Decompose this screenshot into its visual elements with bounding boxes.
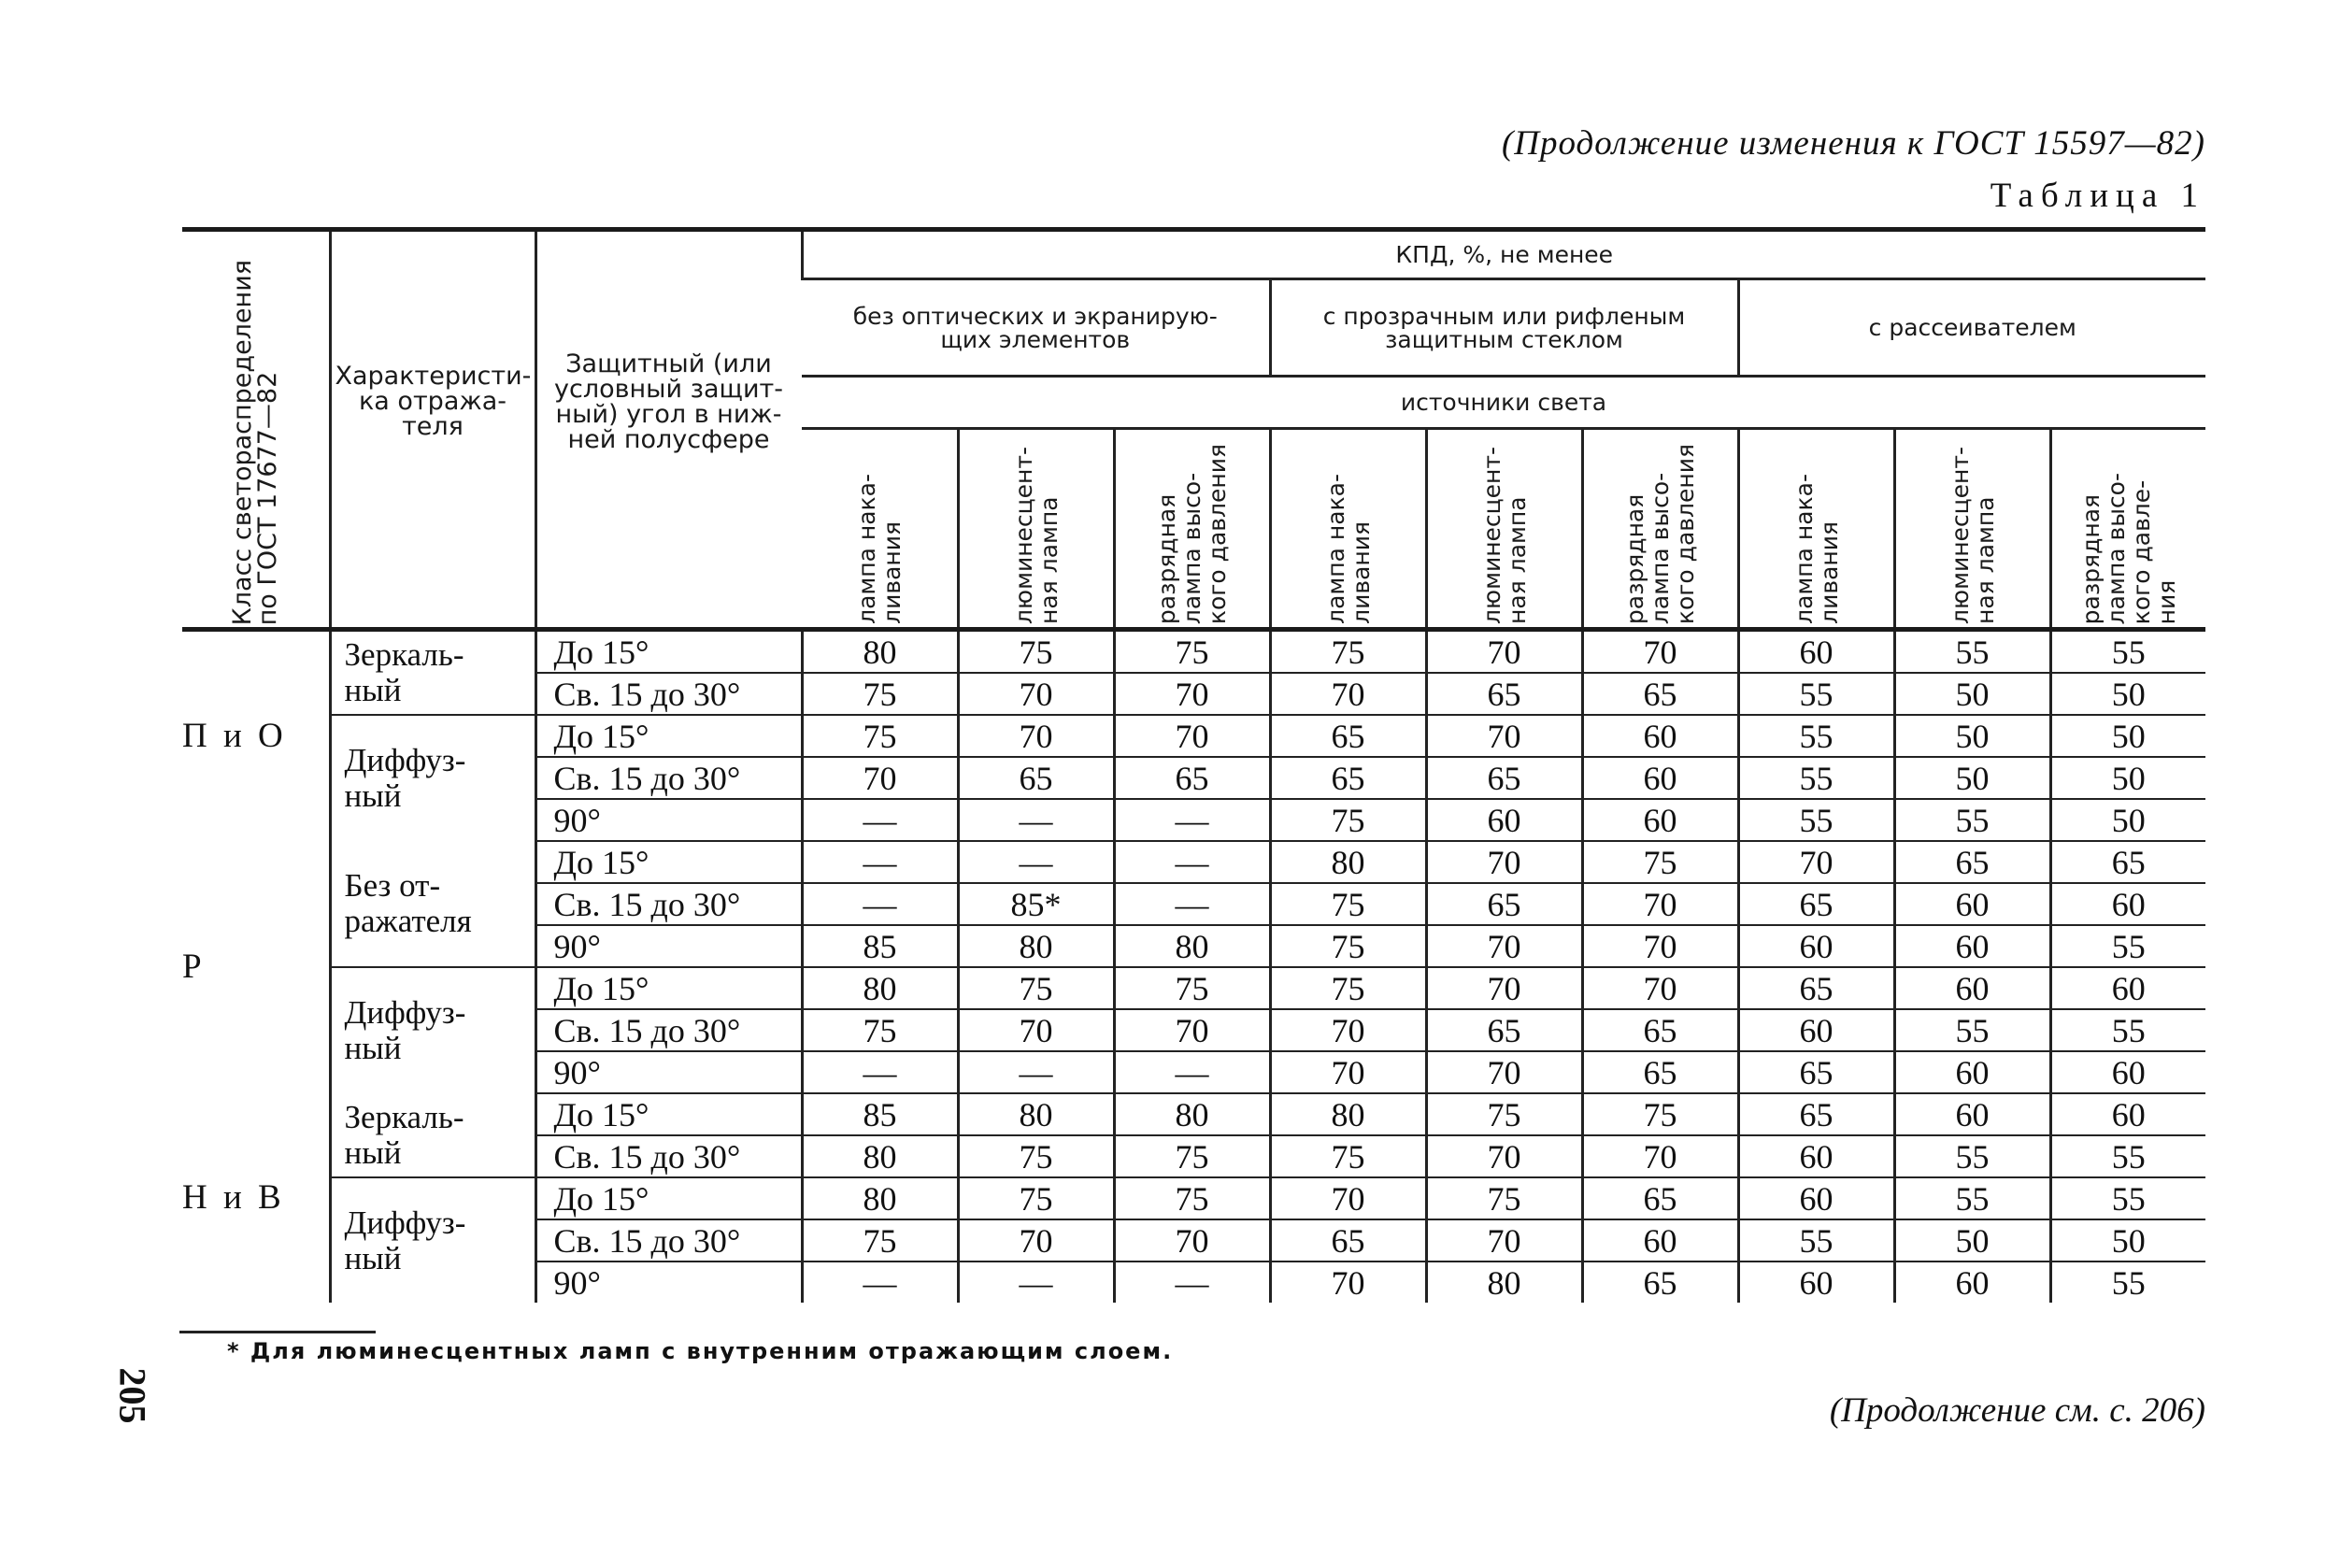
table-row <box>182 841 2205 883</box>
value-cell: 50 <box>2050 673 2205 715</box>
value-cell: 60 <box>1582 715 1738 757</box>
value-cell: 65 <box>1894 841 2050 883</box>
value-cell: 75 <box>1270 925 1426 967</box>
value-cell: 80 <box>1114 925 1270 967</box>
value-cell: 75 <box>958 1177 1114 1219</box>
value-cell: 65 <box>1270 1219 1426 1262</box>
reflector-cell: Диффуз- ный <box>330 967 535 1093</box>
value-cell: 75 <box>1582 1093 1738 1135</box>
value-cell: 65 <box>1582 1177 1738 1219</box>
header-reflector: Характеристи- ка отража- теля <box>330 230 535 630</box>
value-cell: 55 <box>1738 673 1894 715</box>
value-cell: 60 <box>1582 757 1738 799</box>
value-cell: 65 <box>1738 1093 1894 1135</box>
header-group-no-optics: без оптических и экранирую- щих элементов <box>802 279 1270 377</box>
value-cell: 65 <box>1426 673 1582 715</box>
value-cell: 65 <box>1738 967 1894 1009</box>
header-angle: Защитный (или условный защит- ный) угол в ниж- ней полусфере <box>535 230 802 630</box>
value-cell: 70 <box>1426 1051 1582 1093</box>
header-lamp-2: люминесцент- ная лампа <box>958 429 1114 630</box>
value-cell: — <box>1114 883 1270 925</box>
angle-cell: Св. 15 до 30° <box>535 757 802 799</box>
page-number: 205 <box>111 1367 154 1424</box>
value-cell: 75 <box>802 715 958 757</box>
value-cell: 70 <box>958 1009 1114 1051</box>
value-cell: — <box>802 1262 958 1303</box>
header-lamp-7: лампа нака- ливания <box>1738 429 1894 630</box>
value-cell: 80 <box>958 1093 1114 1135</box>
value-cell: 70 <box>1426 841 1582 883</box>
value-cell: 50 <box>2050 757 2205 799</box>
value-cell: 75 <box>958 1135 1114 1177</box>
value-cell: 65 <box>1582 1051 1738 1093</box>
value-cell: 55 <box>1738 757 1894 799</box>
header-kpd: КПД, %, не менее <box>802 230 2205 279</box>
value-cell: 60 <box>2050 883 2205 925</box>
angle-cell: До 15° <box>535 967 802 1009</box>
value-cell: 75 <box>1426 1177 1582 1219</box>
value-cell: 70 <box>958 1219 1114 1262</box>
header-lamp-9: разрядная лампа высо- кого давле- ния <box>2050 429 2205 630</box>
header-lamp-5: люминесцент- ная лампа <box>1426 429 1582 630</box>
value-cell: 60 <box>1894 1093 2050 1135</box>
value-cell: 65 <box>1426 1009 1582 1051</box>
angle-cell: Св. 15 до 30° <box>535 1009 802 1051</box>
angle-cell: Св. 15 до 30° <box>535 1219 802 1262</box>
value-cell: 50 <box>1894 673 2050 715</box>
value-cell: 75 <box>802 1009 958 1051</box>
reflector-cell: Без от- ражателя <box>330 841 535 967</box>
value-cell: 65 <box>1738 1051 1894 1093</box>
value-cell: 75 <box>1270 630 1426 674</box>
value-cell: 70 <box>1114 1009 1270 1051</box>
angle-cell: До 15° <box>535 841 802 883</box>
table-row <box>182 967 2205 1009</box>
value-cell: — <box>802 841 958 883</box>
value-cell: 50 <box>2050 715 2205 757</box>
value-cell: 65 <box>1738 883 1894 925</box>
value-cell: 60 <box>1582 1219 1738 1262</box>
value-cell: 50 <box>1894 1219 2050 1262</box>
value-cell: 80 <box>1270 1093 1426 1135</box>
value-cell: 70 <box>958 715 1114 757</box>
value-cell: 70 <box>1738 841 1894 883</box>
value-cell: 70 <box>1270 1009 1426 1051</box>
value-cell: 60 <box>1894 1051 2050 1093</box>
value-cell: 55 <box>1894 630 2050 674</box>
value-cell: 70 <box>1426 1135 1582 1177</box>
value-cell: 70 <box>958 673 1114 715</box>
value-cell: 80 <box>802 630 958 674</box>
table-row <box>182 715 2205 757</box>
value-cell: 80 <box>958 925 1114 967</box>
angle-cell: До 15° <box>535 1177 802 1219</box>
value-cell: 70 <box>1426 1219 1582 1262</box>
value-cell: 80 <box>802 1177 958 1219</box>
value-cell: — <box>1114 1051 1270 1093</box>
continuation-next: (Продолжение см. с. 206) <box>1829 1391 2205 1430</box>
value-cell: 65 <box>1582 1262 1738 1303</box>
reflector-cell: Зеркаль- ный <box>330 630 535 716</box>
value-cell: 70 <box>1114 715 1270 757</box>
value-cell: 55 <box>1894 1177 2050 1219</box>
value-cell: 75 <box>1270 883 1426 925</box>
value-cell: 75 <box>802 673 958 715</box>
value-cell: 80 <box>802 1135 958 1177</box>
value-cell: 60 <box>1738 630 1894 674</box>
value-cell: — <box>1114 841 1270 883</box>
value-cell: 70 <box>1582 630 1738 674</box>
footnote: * Для люминесцентных ламп с внутренним отражающим слоем. <box>227 1338 1174 1364</box>
header-lamp-8: люминесцент- ная лампа <box>1894 429 2050 630</box>
value-cell: — <box>1114 1262 1270 1303</box>
angle-cell: Св. 15 до 30° <box>535 883 802 925</box>
value-cell: 70 <box>1270 673 1426 715</box>
value-cell: 60 <box>2050 1093 2205 1135</box>
table-row <box>182 1177 2205 1219</box>
header-group-glass: с прозрачным или рифленым защитным стеклом <box>1270 279 1738 377</box>
angle-cell: До 15° <box>535 1093 802 1135</box>
value-cell: — <box>958 841 1114 883</box>
value-cell: 60 <box>1738 1135 1894 1177</box>
value-cell: 60 <box>1738 1009 1894 1051</box>
value-cell: 65 <box>1582 673 1738 715</box>
reflector-cell: Зеркаль- ный <box>330 1093 535 1177</box>
value-cell: 60 <box>1582 799 1738 841</box>
angle-cell: До 15° <box>535 630 802 674</box>
value-cell: 70 <box>1270 1262 1426 1303</box>
value-cell: 75 <box>958 967 1114 1009</box>
value-cell: 70 <box>1426 715 1582 757</box>
value-cell: 85 <box>802 925 958 967</box>
value-cell: 75 <box>1114 967 1270 1009</box>
value-cell: 60 <box>1426 799 1582 841</box>
value-cell: 75 <box>802 1219 958 1262</box>
footnote-divider <box>179 1331 376 1333</box>
value-cell: 75 <box>1270 967 1426 1009</box>
value-cell: 70 <box>1270 1051 1426 1093</box>
value-cell: 70 <box>1114 673 1270 715</box>
value-cell: 55 <box>2050 1009 2205 1051</box>
value-cell: 75 <box>1582 841 1738 883</box>
value-cell: 70 <box>1582 883 1738 925</box>
value-cell: — <box>958 1262 1114 1303</box>
value-cell: 60 <box>2050 967 2205 1009</box>
value-cell: 70 <box>1582 1135 1738 1177</box>
value-cell: 65 <box>1270 757 1426 799</box>
angle-cell: 90° <box>535 1262 802 1303</box>
value-cell: 70 <box>1582 967 1738 1009</box>
value-cell: 65 <box>1426 757 1582 799</box>
table-label: Таблица 1 <box>1990 177 2205 215</box>
angle-cell: 90° <box>535 799 802 841</box>
value-cell: 80 <box>1114 1093 1270 1135</box>
value-cell: 80 <box>802 967 958 1009</box>
header-class: Класс светораспределения по ГОСТ 17677—82 <box>182 230 330 630</box>
value-cell: 70 <box>1114 1219 1270 1262</box>
value-cell: 60 <box>1738 1262 1894 1303</box>
value-cell: 85 <box>802 1093 958 1135</box>
value-cell: 75 <box>1114 630 1270 674</box>
header-lamp-3: разрядная лампа высо- кого давления <box>1114 429 1270 630</box>
value-cell: — <box>802 1051 958 1093</box>
value-cell: 70 <box>1426 630 1582 674</box>
value-cell: 60 <box>1894 883 2050 925</box>
value-cell: 60 <box>1894 967 2050 1009</box>
value-cell: 75 <box>1426 1093 1582 1135</box>
value-cell: 75 <box>1270 799 1426 841</box>
value-cell: 65 <box>1426 883 1582 925</box>
value-cell: 60 <box>1894 925 2050 967</box>
value-cell: 75 <box>1114 1135 1270 1177</box>
reflector-cell: Диффуз- ный <box>330 1177 535 1303</box>
value-cell: 55 <box>2050 925 2205 967</box>
value-cell: 80 <box>1426 1262 1582 1303</box>
value-cell: 65 <box>1114 757 1270 799</box>
value-cell: 55 <box>2050 630 2205 674</box>
value-cell: 80 <box>1270 841 1426 883</box>
table-row <box>182 1093 2205 1135</box>
value-cell: 50 <box>2050 1219 2205 1262</box>
value-cell: 55 <box>1894 799 2050 841</box>
value-cell: 75 <box>958 630 1114 674</box>
value-cell: — <box>802 799 958 841</box>
value-cell: — <box>958 799 1114 841</box>
value-cell: 60 <box>1738 1177 1894 1219</box>
value-cell: — <box>802 883 958 925</box>
value-cell: 70 <box>802 757 958 799</box>
value-cell: 70 <box>1582 925 1738 967</box>
header-lamp-4: лампа нака- ливания <box>1270 429 1426 630</box>
value-cell: 55 <box>2050 1177 2205 1219</box>
value-cell: 65 <box>2050 841 2205 883</box>
angle-cell: Св. 15 до 30° <box>535 1135 802 1177</box>
efficiency-table <box>182 227 2205 1303</box>
class-cell: Н и В <box>182 1178 285 1217</box>
value-cell: 65 <box>1270 715 1426 757</box>
value-cell: 65 <box>1582 1009 1738 1051</box>
value-cell: 70 <box>1426 925 1582 967</box>
value-cell: 50 <box>2050 799 2205 841</box>
class-cell: Р <box>182 948 206 986</box>
value-cell: 75 <box>1114 1177 1270 1219</box>
value-cell: 65 <box>958 757 1114 799</box>
value-cell: 75 <box>1270 1135 1426 1177</box>
angle-cell: До 15° <box>535 715 802 757</box>
value-cell: 55 <box>1894 1135 2050 1177</box>
value-cell: 60 <box>2050 1051 2205 1093</box>
value-cell: 85* <box>958 883 1114 925</box>
value-cell: 70 <box>1426 967 1582 1009</box>
value-cell: — <box>958 1051 1114 1093</box>
header-lamp-6: разрядная лампа высо- кого давления <box>1582 429 1738 630</box>
table-row <box>182 630 2205 674</box>
value-cell: 60 <box>1738 925 1894 967</box>
reflector-cell: Диффуз- ный <box>330 715 535 841</box>
value-cell: 60 <box>1894 1262 2050 1303</box>
header-lamp-1: лампа нака- ливания <box>802 429 958 630</box>
angle-cell: 90° <box>535 1051 802 1093</box>
continuation-title: (Продолжение изменения к ГОСТ 15597—82) <box>1501 124 2205 163</box>
header-group-diffuser: с рассеивателем <box>1738 279 2205 377</box>
value-cell: 55 <box>2050 1262 2205 1303</box>
value-cell: — <box>1114 799 1270 841</box>
value-cell: 50 <box>1894 715 2050 757</box>
header-sources: источники света <box>802 377 2205 429</box>
table-body <box>182 630 2205 1304</box>
value-cell: 55 <box>1738 799 1894 841</box>
value-cell: 55 <box>1738 715 1894 757</box>
value-cell: 50 <box>1894 757 2050 799</box>
angle-cell: Св. 15 до 30° <box>535 673 802 715</box>
value-cell: 55 <box>1738 1219 1894 1262</box>
class-cell: П и О <box>182 717 287 755</box>
angle-cell: 90° <box>535 925 802 967</box>
value-cell: 55 <box>2050 1135 2205 1177</box>
value-cell: 70 <box>1270 1177 1426 1219</box>
value-cell: 55 <box>1894 1009 2050 1051</box>
